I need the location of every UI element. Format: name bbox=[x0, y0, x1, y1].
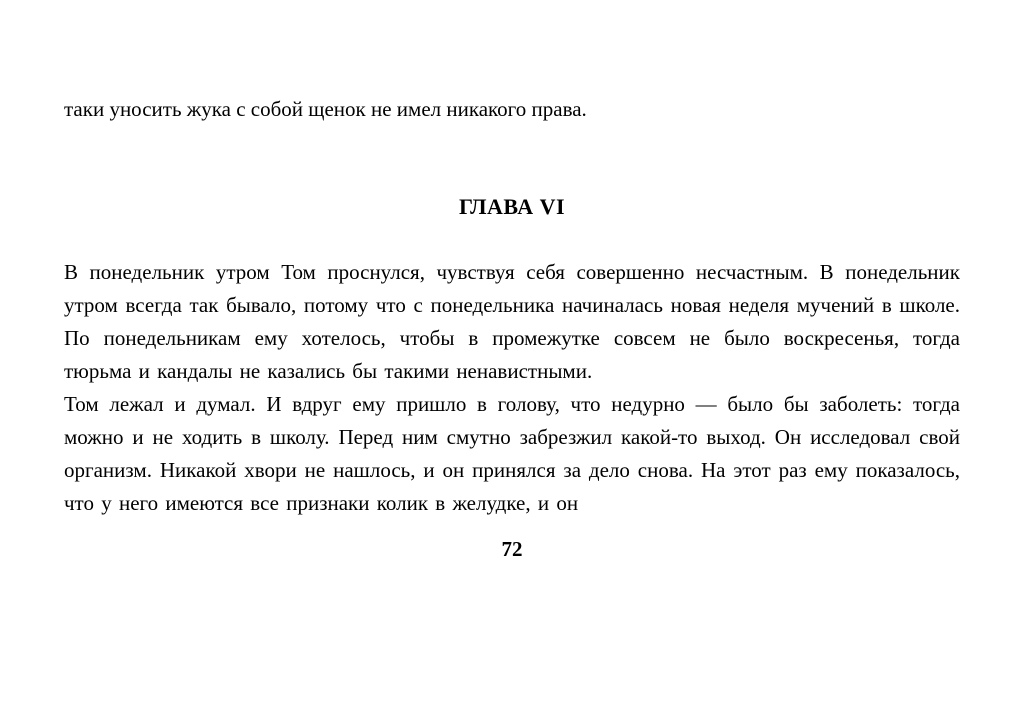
leading-paragraph: таки уносить жука с собой щенок не имел никакого права. bbox=[64, 97, 587, 121]
page-number: 72 bbox=[501, 537, 523, 561]
body-paragraph: В понедельник утром Том проснулся, чувствуя себя совершенно несчастным. В понедельник утром всегда так бывало, потому что с понедельника начиналась новая неделя мучений в школе. По понедельникам ему хотелось, чтобы в промежутке совсем не было воскресенья, тогда тюрьма и кандалы не казались бы такими ненавистными. bbox=[64, 260, 960, 383]
chapter-heading: ГЛАВА VI bbox=[458, 194, 566, 219]
body-paragraph: Том лежал и думал. И вдруг ему пришло в голову, что недурно — было бы заболеть: тогда можно и не ходить в школу. Перед ним смутно забрезжил какой-то выход. Он исследовал свой организм. Никакой хвори не нашлось, и он принялся за дело снова. На этот раз ему показалось, что у него имеются все признаки колик в желудке, и он bbox=[64, 392, 960, 515]
